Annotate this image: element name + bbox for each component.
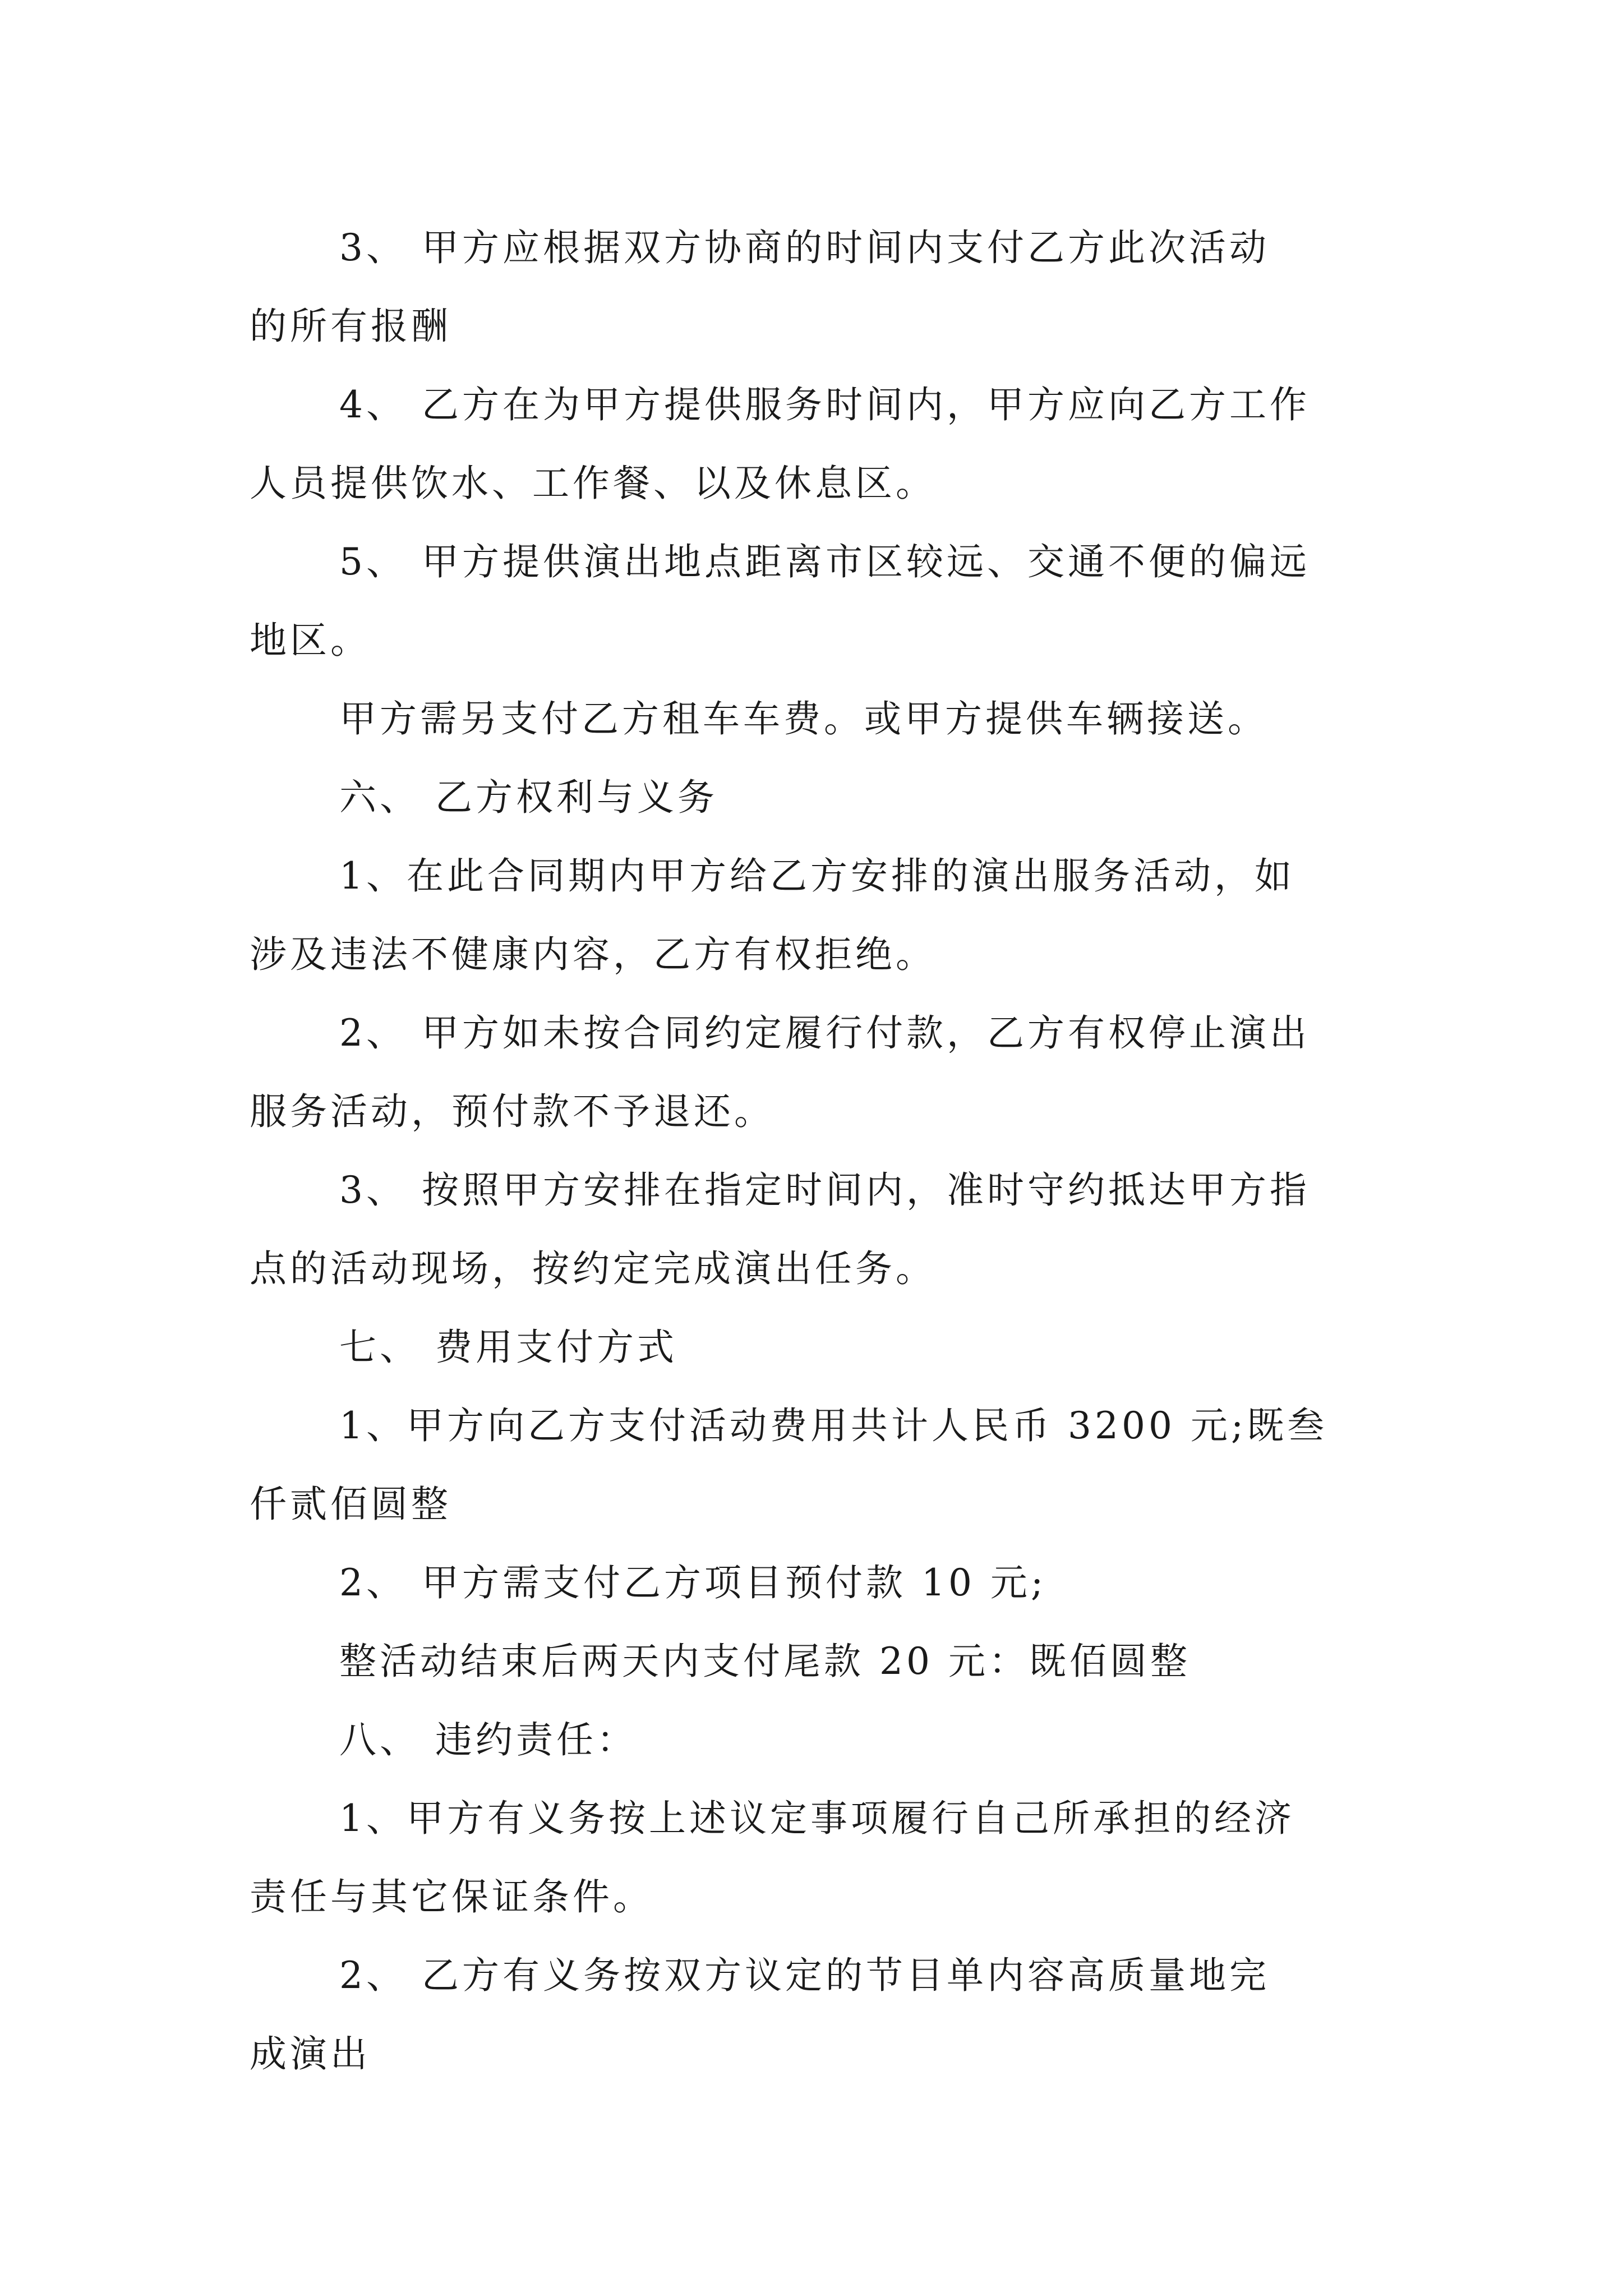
text-line: 成演出 — [250, 2032, 371, 2076]
text-line: 甲方需另支付乙方租车车费。或甲方提供车辆接送。 — [339, 697, 1268, 740]
paragraph-prepayment — [250, 1544, 1382, 1622]
paragraph-clause-3-payment — [250, 209, 1382, 366]
paragraph-clause-5-remote-venue — [250, 523, 1382, 680]
paragraph-breach-clause-2 — [250, 1936, 1382, 2093]
section-heading: 八、 违约责任： — [339, 1718, 637, 1761]
section-heading: 六、 乙方权利与义务 — [339, 776, 718, 819]
text-line: 人员提供饮水、工作餐、以及休息区。 — [250, 462, 936, 505]
paragraph-b-clause-3 — [250, 1151, 1382, 1308]
paragraph-transport — [250, 680, 1382, 758]
paragraph-breach-clause-1 — [250, 1779, 1382, 1936]
text-line: 2、 甲方如未按合同约定履行付款，乙方有权停止演出 — [339, 1011, 1310, 1055]
section-heading-payment-method — [250, 1308, 1382, 1387]
section-heading: 七、 费用支付方式 — [339, 1326, 677, 1369]
text-line: 仟贰佰圆整 — [250, 1483, 451, 1526]
text-line: 5、 甲方提供演出地点距离市区较远、交通不便的偏远 — [339, 540, 1310, 583]
paragraph-fee-total — [250, 1387, 1382, 1544]
document-body — [250, 209, 1382, 2093]
text-line: 1、在此合同期内甲方给乙方安排的演出服务活动，如 — [339, 854, 1295, 898]
text-line: 4、 乙方在为甲方提供服务时间内，甲方应向乙方工作 — [339, 383, 1310, 426]
text-line: 2、 乙方有义务按双方议定的节目单内容高质量地完 — [339, 1954, 1270, 1997]
paragraph-final-payment — [250, 1622, 1382, 1701]
text-line: 1、甲方向乙方支付活动费用共计人民币 3200 元;既叁 — [339, 1404, 1328, 1447]
paragraph-b-clause-2 — [250, 994, 1382, 1151]
text-line: 3、 甲方应根据双方协商的时间内支付乙方此次活动 — [339, 226, 1270, 269]
section-heading-breach — [250, 1701, 1382, 1779]
text-line: 地区。 — [250, 619, 371, 662]
paragraph-clause-4-provisions — [250, 366, 1382, 523]
text-line: 3、 按照甲方安排在指定时间内，准时守约抵达甲方指 — [339, 1168, 1310, 1212]
text-line: 服务活动，预付款不予退还。 — [250, 1090, 774, 1133]
text-line: 2、 甲方需支付乙方项目预付款 10 元; — [339, 1561, 1047, 1604]
section-heading-party-b-rights — [250, 758, 1382, 837]
text-line: 涉及违法不健康内容，乙方有权拒绝。 — [250, 933, 936, 976]
paragraph-b-clause-1 — [250, 837, 1382, 994]
text-line: 1、甲方有义务按上述议定事项履行自己所承担的经济 — [339, 1797, 1295, 1840]
text-line: 的所有报酬 — [250, 305, 451, 348]
text-line: 整活动结束后两天内支付尾款 20 元：既佰圆整 — [339, 1640, 1191, 1683]
text-line: 点的活动现场，按约定完成演出任务。 — [250, 1247, 936, 1290]
text-line: 责任与其它保证条件。 — [250, 1875, 653, 1918]
